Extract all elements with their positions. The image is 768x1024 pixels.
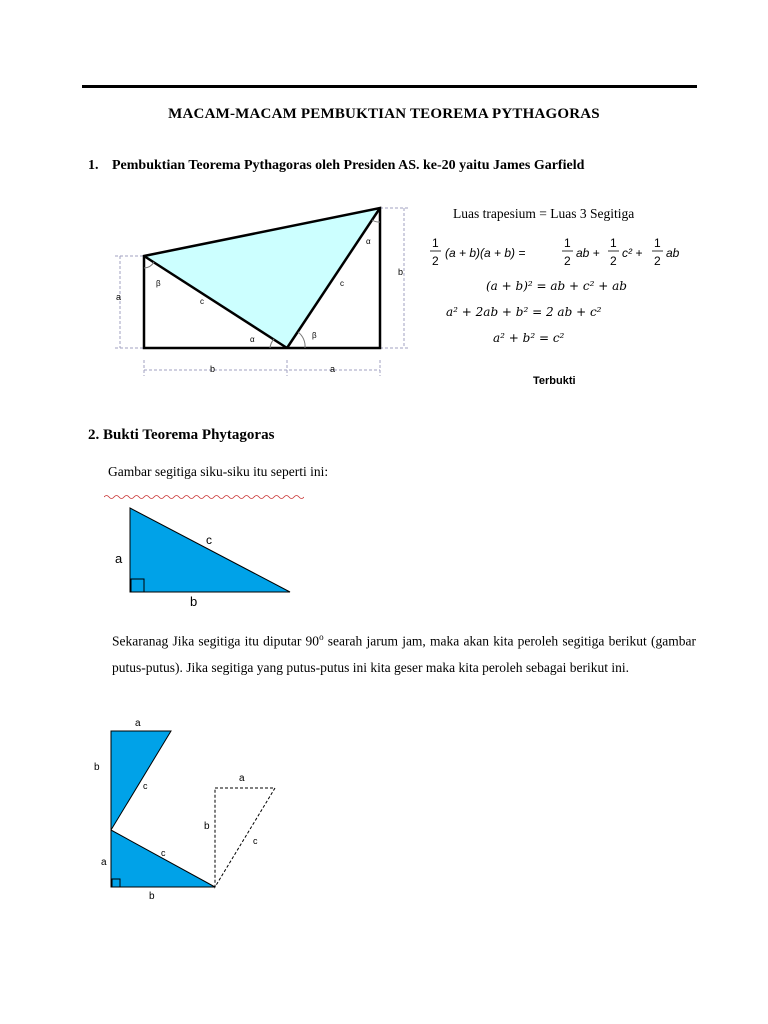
right-triangle-figure [110,505,300,610]
section2-intro: Gambar segitiga siku-siku itu seperti ini: [108,464,329,479]
eq1-frac4-num: 1 [654,236,661,250]
eq1-frac4-den: 2 [654,254,661,268]
fig1-label-b: b [190,594,198,609]
label-a-bottom: a [330,364,336,374]
equation-2: (a + b)² = ab + c² + ab [486,279,627,293]
fig2-label-c-dashed: c [253,836,258,846]
label-b-right: b [398,267,404,277]
fig2-label-a-left: a [101,857,107,868]
label-alpha-bottom: α [250,335,255,344]
eq1-term2: c² + [622,246,643,260]
label-alpha-top: α [366,237,371,246]
label-b-bottom: b [210,364,216,374]
eq1-frac1-num: 1 [432,236,439,250]
fig2-label-b-bottom: b [149,891,155,902]
fig2-label-a-dashed: a [239,773,245,784]
eq1-frac3-num: 1 [610,236,617,250]
eq1-frac2-den: 2 [564,254,571,268]
fig2-label-c-upper: c [143,781,148,791]
garfield-figure [110,200,420,385]
label-beta-bottom: β [312,331,317,340]
eq1-lhs: (a + b)(a + b) = [445,246,526,260]
eq1-term3: ab [666,246,680,260]
section1-title: Pembuktian Teorema Pythagoras oleh Presiden AS. ke-20 yaitu James Garfield [112,158,585,173]
section2-paragraph [112,624,696,682]
fig2-label-b-left: b [94,762,100,773]
equation-3: a² + 2ab + b² = 2 ab + c² [446,305,602,319]
eq1-frac2-num: 1 [564,236,571,250]
degree-superscript: o [319,632,324,642]
eq1-frac1-den: 2 [432,254,439,268]
conclusion-text: Terbukti [533,375,576,387]
para-part1: Sekaranag Jika segitiga itu diputar 90 [112,633,320,649]
fig2-label-b-dashed: b [204,821,210,832]
fig2-label-a-top: a [135,718,141,729]
fig1-label-c: c [206,533,212,547]
page-title: MACAM-MACAM PEMBUKTIAN TEOREMA PYTHAGORAS [168,106,600,122]
section1-number: 1. [88,158,99,173]
eq1-frac3-den: 2 [610,254,617,268]
fig2-label-c-lower: c [161,848,166,858]
para-part2: searah jarum jam, maka akan kita peroleh segitiga berikut (gambar putus-putus). Jika segitiga yang putus-putus ini kita geser maka kita peroleh sebagai berikut ini. [112,633,697,675]
top-rule [82,85,697,88]
label-c-right: c [340,279,344,288]
section2-title: 2. Bukti Teorema Phytagoras [88,427,275,443]
equation-4: a² + b² = c² [493,331,565,345]
spellcheck-squiggle [104,494,304,500]
label-beta-top: β [156,279,161,288]
label-a-left: a [116,292,122,302]
equation-1 [428,234,694,270]
fig1-label-a: a [115,551,123,566]
luas-text: Luas trapesium = Luas 3 Segitiga [453,206,635,221]
eq1-term1: ab + [576,246,600,260]
rotated-triangles-figure [90,712,290,904]
label-c-left: c [200,297,204,306]
